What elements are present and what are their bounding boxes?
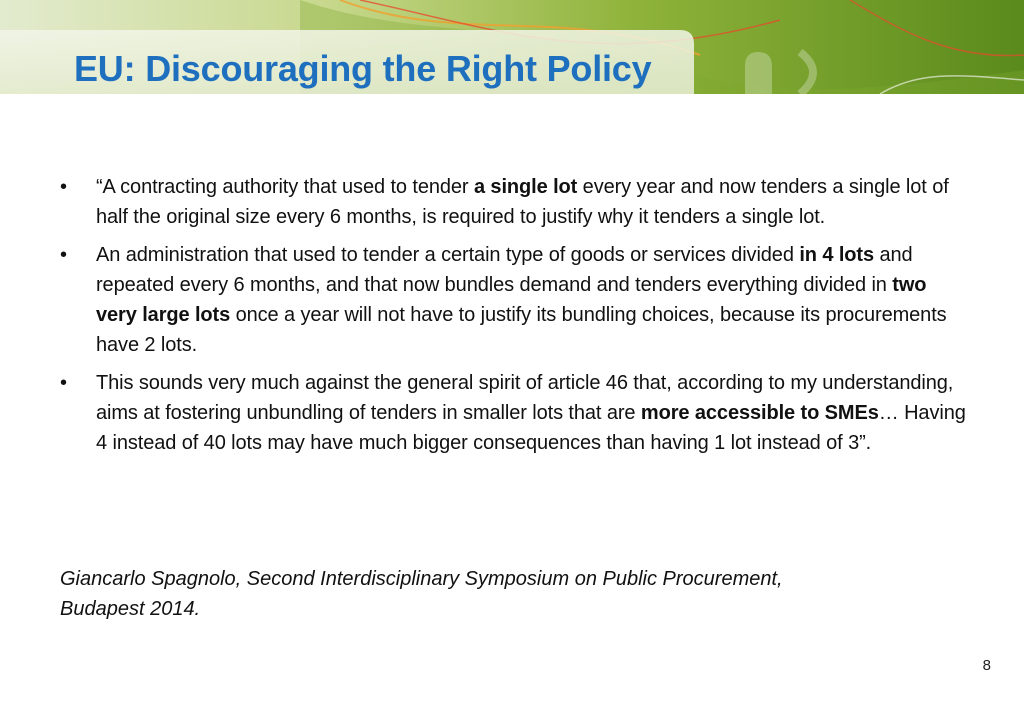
bullet-text-segment: … Having 4 instead of 40 lots may have much bigger consequences than having 1 lot instead of 3”. [96, 402, 966, 454]
bullet-text-segment: An administration that used to tender a certain type of goods or services divided [96, 244, 800, 266]
bullet-text-segment: once a year will not have to justify its bundling choices, because its procurements have 2 lots. [96, 304, 947, 356]
bullet-text-segment: This sounds very much against the general spirit of article 46 that, according to my understanding, aims at fostering unbundling of tenders in smaller lots that are [96, 372, 954, 424]
bullet-text-bold: in 4 lots [799, 244, 874, 266]
slide-title: EU: Discouraging the Right Policy [74, 48, 652, 89]
citation [60, 564, 960, 624]
bullet-text-bold: two very large lots [96, 274, 927, 326]
page-number: 8 [982, 657, 991, 674]
bullet-text-segment: every year and now tenders a single lot of half the original size every 6 months, is required to justify why it tenders a single lot. [96, 176, 949, 228]
bullet-marker: • [60, 244, 67, 266]
citation-line: Budapest 2014. [60, 598, 201, 620]
bullet-item [60, 240, 970, 360]
bullet-item [60, 368, 970, 458]
bullet-text-segment: and repeated every 6 months, and that now bundles demand and tenders everything divided in [96, 244, 913, 296]
bullet-marker: • [60, 176, 67, 198]
bullet-text-segment: “A contracting authority that used to tender [96, 176, 474, 198]
bullet-list [60, 172, 970, 466]
bullet-text-bold: more accessible to SMEs [640, 402, 879, 424]
bullet-marker: • [60, 372, 67, 394]
bullet-item [60, 172, 970, 232]
citation-line: Giancarlo Spagnolo, Second Interdisciplinary Symposium on Public Procurement, [60, 568, 783, 590]
bullet-text-bold: a single lot [473, 176, 578, 198]
